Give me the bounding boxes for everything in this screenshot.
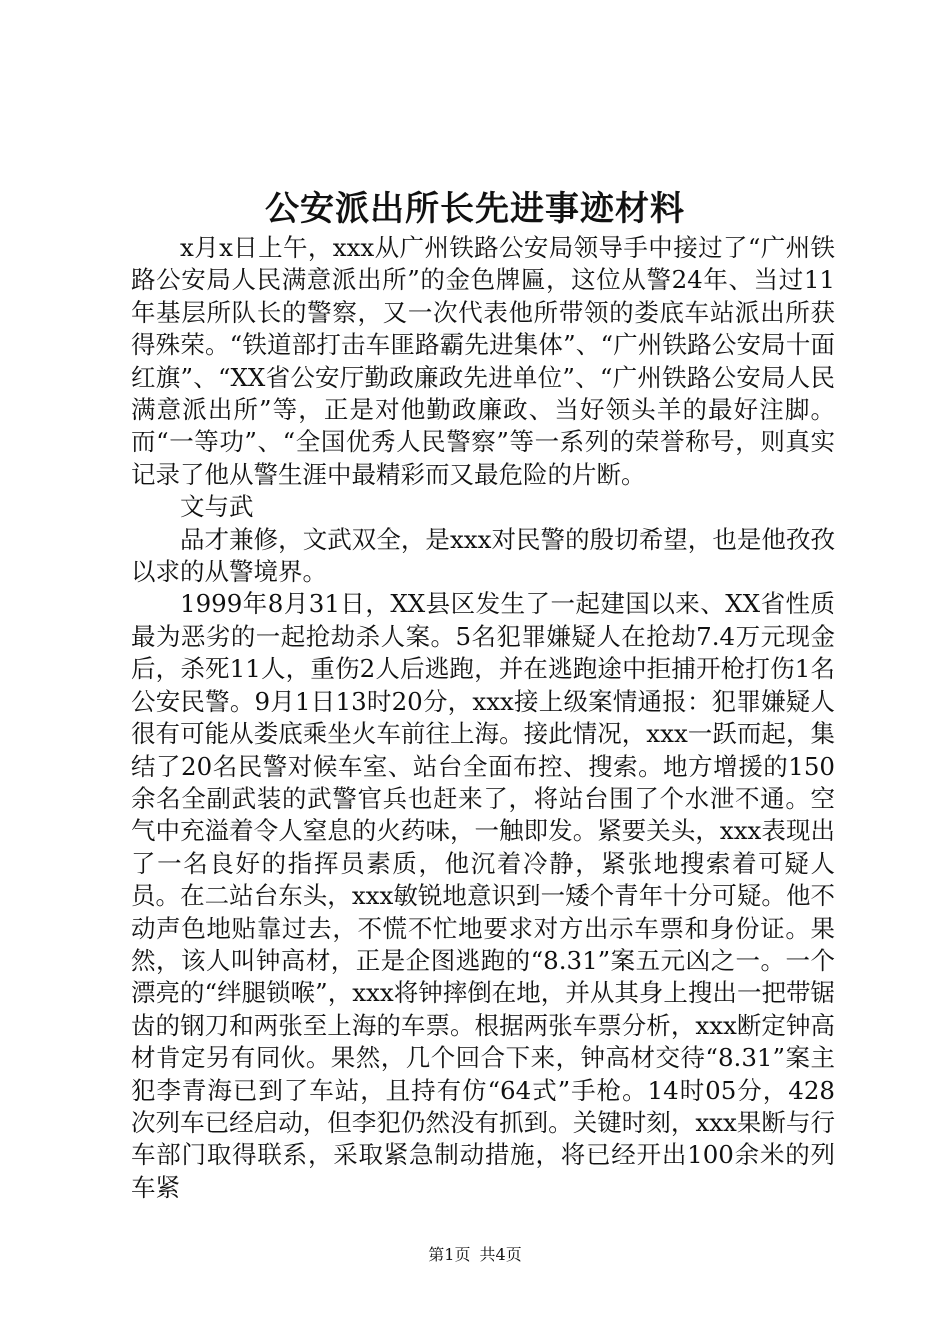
page-number-total: 共4页 (479, 1245, 522, 1264)
paragraph-intro: x月x日上午，xxx从广州铁路公安局领导手中接过了“广州铁路公安局人民满意派出所”的金色牌匾，这位从警24年、当过11年基层所队长的警察，又一次代表他所带领的娄底车站派出所获得殊荣。“铁道部打击车匪路霸先进集体”、“广州铁路公安局十面红旗”、“XX省公安厅勤政廉政先进单位”、“广州铁路公安局人民满意派出所”等，正是对他勤政廉政、当好领头羊的最好注脚。而“一等功”、“全国优秀人民警察”等一系列的荣誉称号，则真实记录了他从警生涯中最精彩而又最危险的片断。 (131, 233, 835, 489)
paragraph-case-story: 1999年8月31日，XX县区发生了一起建国以来、XX省性质最为恶劣的一起抢劫杀人案。5名犯罪嫌疑人在抢劫7.4万元现金后，杀死11人，重伤2人后逃跑，并在逃跑途中拒捕开枪打伤1名公安民警。9月1日13时20分，xxx接上级案情通报：犯罪嫌疑人很有可能从娄底乘坐火车前往上海。接此情况，xxx一跃而起，集结了20名民警对候车室、站台全面布控、搜索。地方增援的150余名全副武装的武警官兵也赶来了，将站台围了个水泄不通。空气中充溢着令人窒息的火药味，一触即发。紧要关头，xxx表现出了一名良好的指挥员素质，他沉着冷静，紧张地搜索着可疑人员。在二站台东头，xxx敏锐地意识到一矮个青年十分可疑。他不动声色地贴靠过去，不慌不忙地要求对方出示车票和身份证。果然，该人叫钟高材，正是企图逃跑的“8.31”案五元凶之一。一个漂亮的“绊腿锁喉”，xxx将钟摔倒在地，并从其身上搜出一把带锯齿的钢刀和两张至上海的车票。根据两张车票分析，xxx断定钟高材肯定另有同伙。果然，几个回合下来，钟高材交待“8.31”案主犯李青海已到了车站，且持有仿“64式”手枪。14时05分，428次列车已经启动，但李犯仍然没有抓到。关键时刻，xxx果断与行车部门取得联系，采取紧急制动措施，将已经开出100余米的列车紧 (131, 589, 835, 1202)
document-body (131, 232, 835, 1204)
paragraph-section-intro: 品才兼修，文武双全，是xxx对民警的殷切希望，也是他孜孜以求的从警境界。 (131, 524, 835, 587)
page-footer (0, 1244, 950, 1266)
document-title: 公安派出所长先进事迹材料 (265, 189, 685, 229)
section-heading: 文与武 (180, 492, 254, 522)
page-number-current: 第1页 (428, 1245, 471, 1264)
